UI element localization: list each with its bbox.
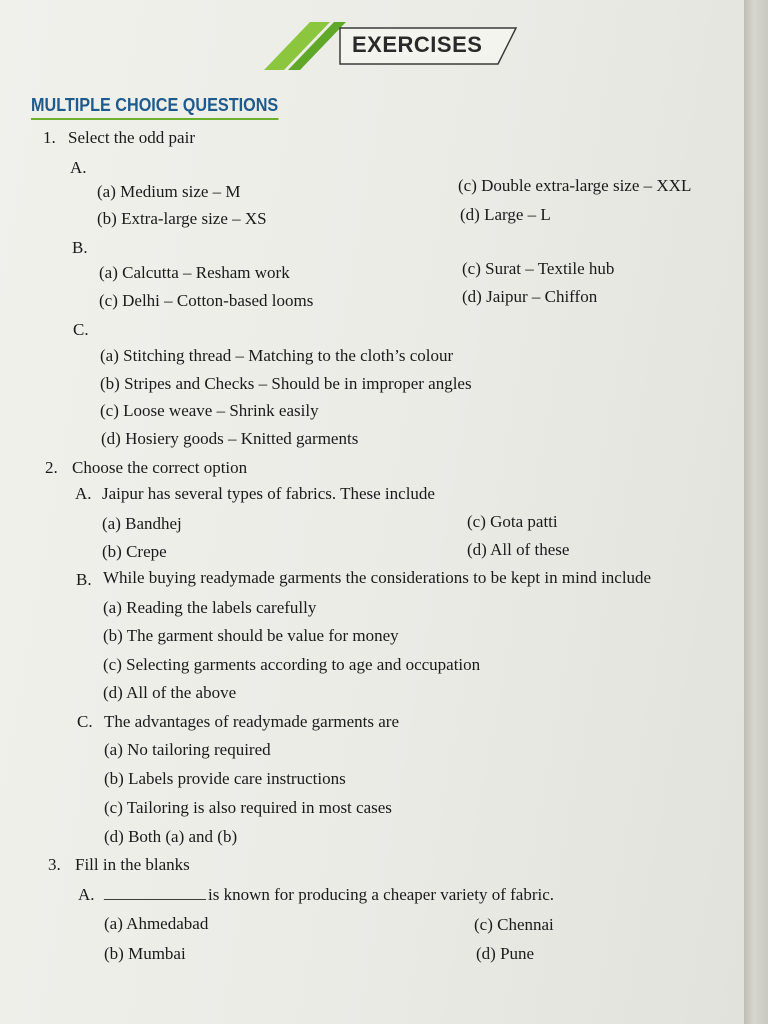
q3-a-blank: ____________	[104, 883, 206, 902]
q1-c-label: C.	[73, 320, 89, 339]
q1-b-label: B.	[72, 238, 88, 257]
q1-a-option-b: (b) Extra-large size – XS	[97, 209, 267, 228]
q1-b-option-d: (d) Jaipur – Chiffon	[462, 287, 598, 306]
q2-c-label: C.	[77, 712, 93, 731]
q2-c-option-b: (b) Labels provide care instructions	[104, 769, 346, 788]
q2-a-text: Jaipur has several types of fabrics. These include	[102, 484, 435, 503]
q2-b-text: While buying readymade garments the considerations to be kept in mind include	[103, 568, 652, 587]
q1-c-option-a: (a) Stitching thread – Matching to the cloth’s colour	[100, 346, 454, 365]
q2-a-option-d: (d) All of these	[467, 540, 570, 559]
q1-a-option-a: (a) Medium size – M	[97, 182, 241, 201]
q3-number: 3.	[48, 855, 61, 874]
q1-a-option-d: (d) Large – L	[460, 205, 551, 224]
q3-a-option-a: (a) Ahmedabad	[104, 914, 209, 933]
q2-b-option-d: (d) All of the above	[103, 683, 237, 702]
q2-a-label: A.	[75, 484, 92, 503]
q2-a-option-c: (c) Gota patti	[467, 512, 558, 531]
q1-c-option-c: (c) Loose weave – Shrink easily	[100, 401, 319, 420]
q1-number: 1.	[43, 128, 56, 147]
q1-a-label: A.	[70, 158, 87, 177]
page-edge	[744, 0, 768, 1024]
q3-text: Fill in the blanks	[75, 855, 190, 874]
q2-a-option-b: (b) Crepe	[102, 542, 167, 561]
q3-a-text: is known for producing a cheaper variety of fabric.	[208, 885, 555, 904]
q3-a-label: A.	[78, 885, 95, 904]
q2-b-option-b: (b) The garment should be value for money	[103, 626, 399, 645]
q2-text: Choose the correct option	[72, 458, 248, 477]
exercises-title: EXERCISES	[352, 32, 483, 57]
q3-a-option-c: (c) Chennai	[474, 915, 554, 934]
q1-c-option-b: (b) Stripes and Checks – Should be in improper angles	[100, 374, 472, 393]
q2-c-option-a: (a) No tailoring required	[104, 740, 271, 759]
q1-c-option-d: (d) Hosiery goods – Knitted garments	[101, 429, 359, 448]
q3-a-option-d: (d) Pune	[476, 944, 535, 963]
q2-b-option-c: (c) Selecting garments according to age and occupation	[103, 655, 481, 674]
q1-text: Select the odd pair	[68, 128, 195, 147]
q1-b-option-c: (c) Surat – Textile hub	[462, 259, 615, 278]
q1-b-option-a: (a) Calcutta – Resham work	[99, 263, 290, 282]
q3-a-option-b: (b) Mumbai	[104, 944, 186, 963]
q2-a-option-a: (a) Bandhej	[102, 514, 182, 533]
q1-b-option-b: (c) Delhi – Cotton-based looms	[99, 291, 314, 310]
exercises-banner	[258, 18, 518, 74]
q2-c-option-c: (c) Tailoring is also required in most cases	[104, 798, 392, 817]
section-heading: MULTIPLE CHOICE QUESTIONS	[31, 95, 278, 120]
q2-b-option-a: (a) Reading the labels carefully	[103, 598, 317, 617]
q2-c-option-d: (d) Both (a) and (b)	[104, 827, 238, 846]
q2-number: 2.	[45, 458, 58, 477]
q2-c-text: The advantages of readymade garments are	[104, 712, 399, 731]
q2-b-label: B.	[76, 570, 92, 589]
q1-a-option-c: (c) Double extra-large size – XXL	[458, 176, 692, 195]
